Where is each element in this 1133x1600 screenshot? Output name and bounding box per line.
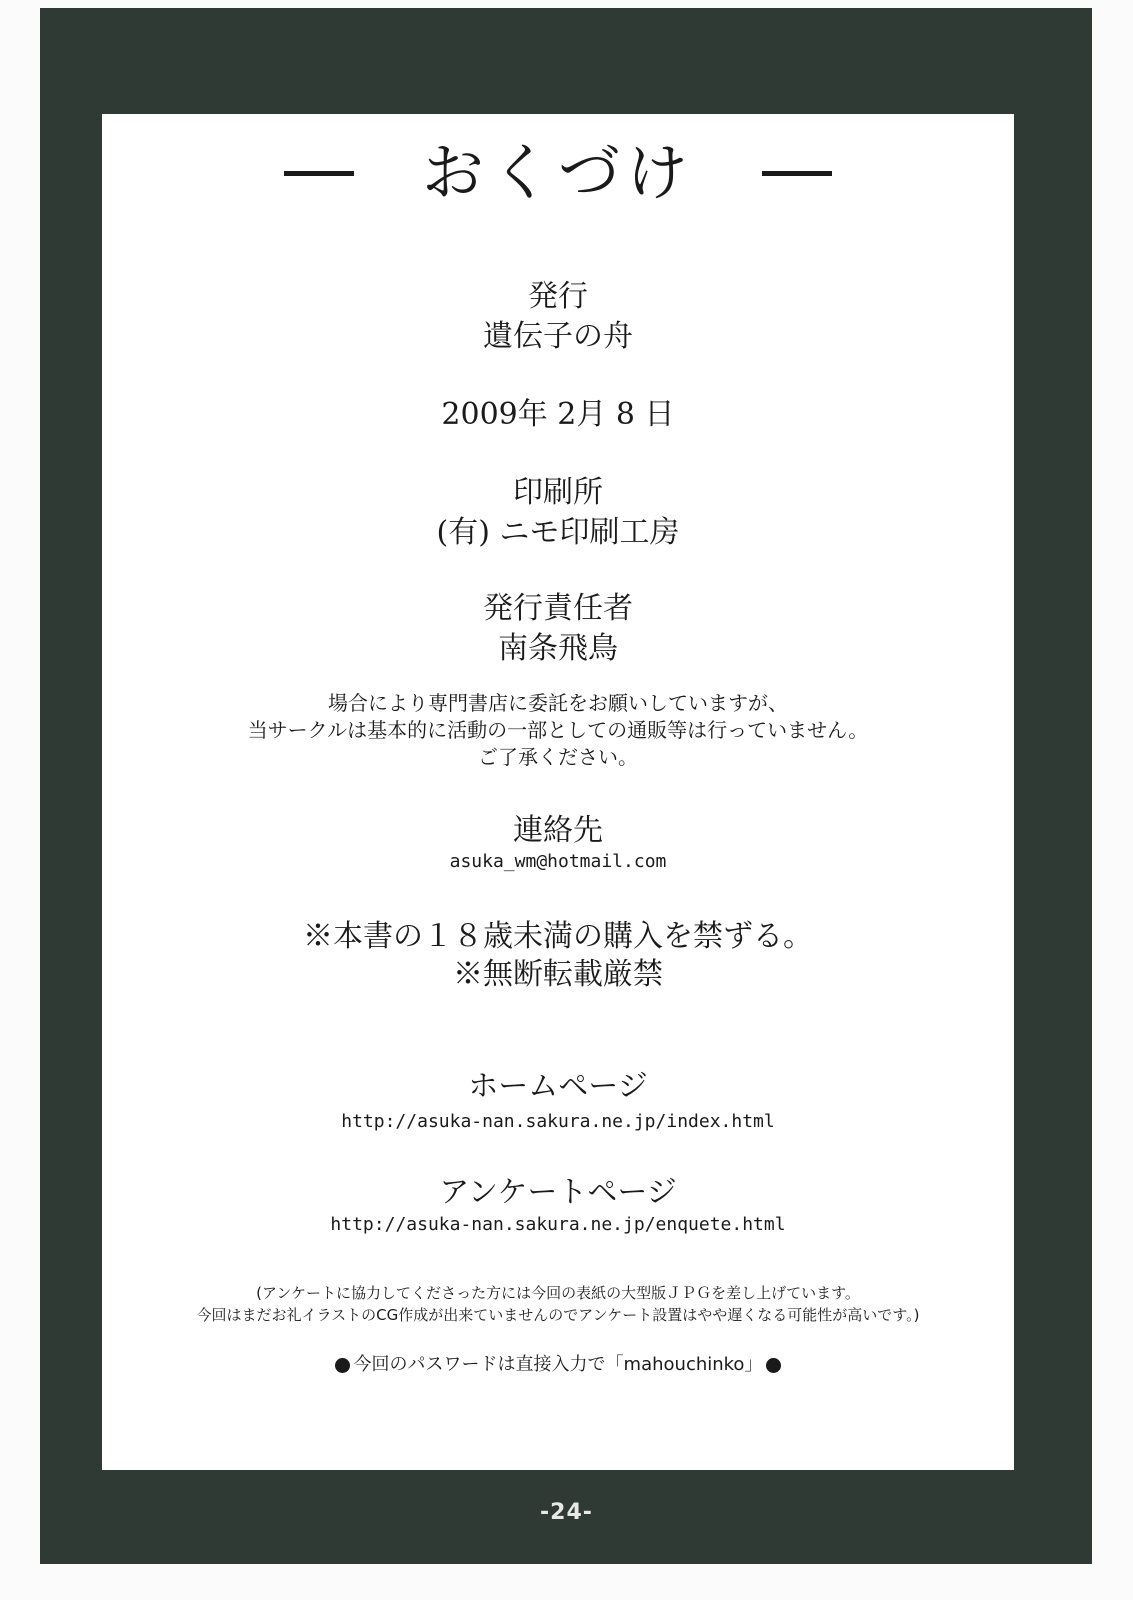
title-dash-right [762,171,832,176]
printer-label: 印刷所 [513,475,603,510]
survey-note-line: (アンケートに協力してくださった方には今回の表紙の大型版ＪＰＧを差し上げています。 [256,1284,860,1302]
age-restriction-warning: ※本書の１８歳未満の購入を禁ずる。 [303,919,813,954]
bullet-dot-icon [335,1358,350,1373]
notice-line: 当サークルは基本的に活動の一部としての通販等は行っていません。 [247,718,869,742]
survey-label: アンケートページ [439,1175,677,1210]
notice-line: 場合により専門書店に委託をお願いしていますが、 [328,691,788,715]
password-text: 今回のパスワードは直接入力で「mahouchinko」 [353,1354,763,1375]
page-number: -24- [540,1500,593,1525]
bullet-dot-icon [766,1358,781,1373]
contact-email: asuka_wm@hotmail.com [449,851,667,872]
publish-date: 2009年 2月 8 日 [441,397,675,432]
password-row [102,1352,1014,1378]
page-title: おくづけ [421,136,694,209]
responsible-name: 南条飛鳥 [498,631,618,666]
survey-url: http://asuka-nan.sakura.ne.jp/enquete.html [330,1214,786,1235]
responsible-label: 発行責任者 [483,591,633,626]
contact-label: 連絡先 [513,813,603,848]
printer-name: (有) ニモ印刷工房 [436,515,680,550]
survey-note-line: 今回はまだお礼イラストのCG作成が出来ていませんのでアンケート設置はやや遅くなる可能性が高いです。) [196,1306,920,1324]
homepage-label: ホームページ [468,1069,648,1104]
homepage-url: http://asuka-nan.sakura.ne.jp/index.html [341,1111,775,1132]
title-dash-left [284,171,354,176]
publisher-label: 発行 [528,279,588,314]
publisher-name: 遺伝子の舟 [483,319,633,354]
title-row [102,138,1014,208]
notice-line: ご了承ください。 [478,745,638,769]
reprint-prohibited-warning: ※無断転載厳禁 [453,957,663,992]
